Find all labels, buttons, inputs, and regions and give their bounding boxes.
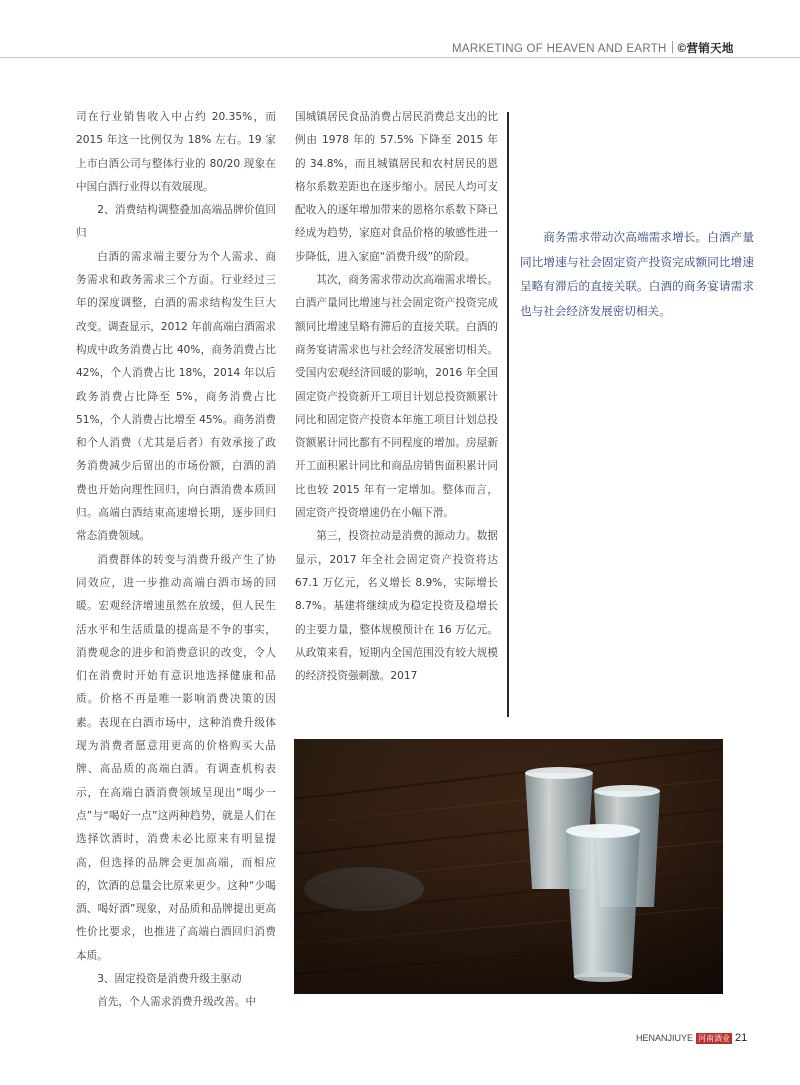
paragraph: 首先，个人需求消费升级改善。中: [97, 996, 257, 1009]
footer-tag: 河南酒业: [698, 1034, 731, 1043]
pullquote-text: 商务需求带动次高端需求增长。白酒产量同比增速与社会固定资产投资完成额同比增速呈略有滞后的直接关联。白酒的商务宴请需求也与社会经济发展密切相关。: [520, 230, 754, 318]
pullquote: [520, 225, 754, 323]
paragraph: 3、固定投资是消费升级主驱动: [97, 972, 242, 985]
paragraph: 国城镇居民食品消费占居民消费总支出的比例由 1978 年的 57.5% 下降至 2015 年的 34.8%，而且城镇居民和农村居民的恩格尔系数差距也在逐步缩小。居民人均可支配收入的逐年增加带来的恩格尔系数下降已经成为趋势，家庭对食品价格的敏感性进一步降低，进入家庭“消费升级”的阶段。: [295, 111, 498, 263]
paragraph: 司在行业销售收入中占约 20.35%，而 2015 年这一比例仅为 18% 左右。19 家上市白酒公司与整体行业的 80/20 现象在中国白酒行业得以有效展现。: [76, 111, 276, 193]
header-divider: [672, 41, 673, 53]
text-column-middle: [295, 106, 498, 688]
text-column-left: [76, 106, 276, 1015]
header-rule: [0, 57, 800, 58]
paragraph: 其次，商务需求带动次高端需求增长。白酒产量同比增速与社会固定资产投资完成额同比增速呈略有滞后的直接关联。白酒的商务宴请需求也与社会经济发展密切相关。受国内宏观经济回暖的影响，2016 年全国固定资产投资新开工项目计划总投资额累计同比和固定资产投资本年施工项目计划总投资额累计同比都有不同程度的增加。房屋新开工面积累计同比和商品房销售面积累计同比也较 2015 年有一定增加。整体而言，固定资产投资增速仍在小幅下滑。: [295, 274, 498, 520]
header-title: MARKETING OF HEAVEN AND EARTH: [452, 43, 667, 55]
pullquote-rule: [507, 112, 509, 717]
page-number: 21: [735, 1032, 748, 1044]
liquor-glasses-photo: [294, 739, 723, 994]
footer-magazine: HENANJIUYE: [636, 1033, 694, 1043]
paragraph: 第三，投资拉动是消费的源动力。数据显示，2017 年全社会固定资产投资将达 67.1 万亿元，名义增长 8.9%，实际增长 8.7%。基建将继续成为稳定投资及稳增长的主要力量，整体规模预计在 16 万亿元。从政策来看，短期内全国范围没有较大规模的经济投资强刺激。2017: [295, 530, 498, 683]
page-footer: [636, 1032, 747, 1044]
paragraph: 消费群体的转变与消费升级产生了协同效应，进一步推动高端白酒市场的回暖。宏观经济增速虽然在放缓，但人民生活水平和生活质量的提高是不争的事实，消费观念的进步和消费意识的改变，令人们在消费时开始有意识地选择健康和品质。价格不再是唯一影响消费决策的因素。表现在白酒市场中，这种消费升级体现为消费者愿意用更高的价格购买大品牌、高品质的高端白酒。有调查机构表示，在高端白酒消费领域呈现出“喝少一点”与“喝好一点”这两种趋势，就是人们在选择饮酒时，消费未必比原来有明显提高，但选择的品牌会更加高端，而相应的，饮酒的总量会比原来更少。这种“少喝酒、喝好酒”现象，对品质和品牌提出更高性价比要求，也推进了高端白酒回归消费本质。: [76, 553, 276, 962]
paragraph: 白酒的需求端主要分为个人需求、商务需求和政务需求三个方面。行业经过三年的深度调整，白酒的需求结构发生巨大改变。调查显示，2012 年前高端白酒需求构成中政务消费占比 40%，商务消费占比 42%，个人消费占比 18%，2014 年以后政务消费占比降至 5%，商务消费占比 51%，个人消费占比增至 45%。商务消费和个人消费（尤其是后者）有效承接了政务消费减少后留出的市场份额，白酒的消费也开始向理性回归，向白酒消费本质回归。高端白酒结束高速增长期，逐步回归常态消费领域。: [76, 250, 276, 543]
header-brand: ©营销天地: [677, 43, 734, 55]
paragraph: 2、消费结构调整叠加高端品牌价值回归: [76, 204, 276, 240]
